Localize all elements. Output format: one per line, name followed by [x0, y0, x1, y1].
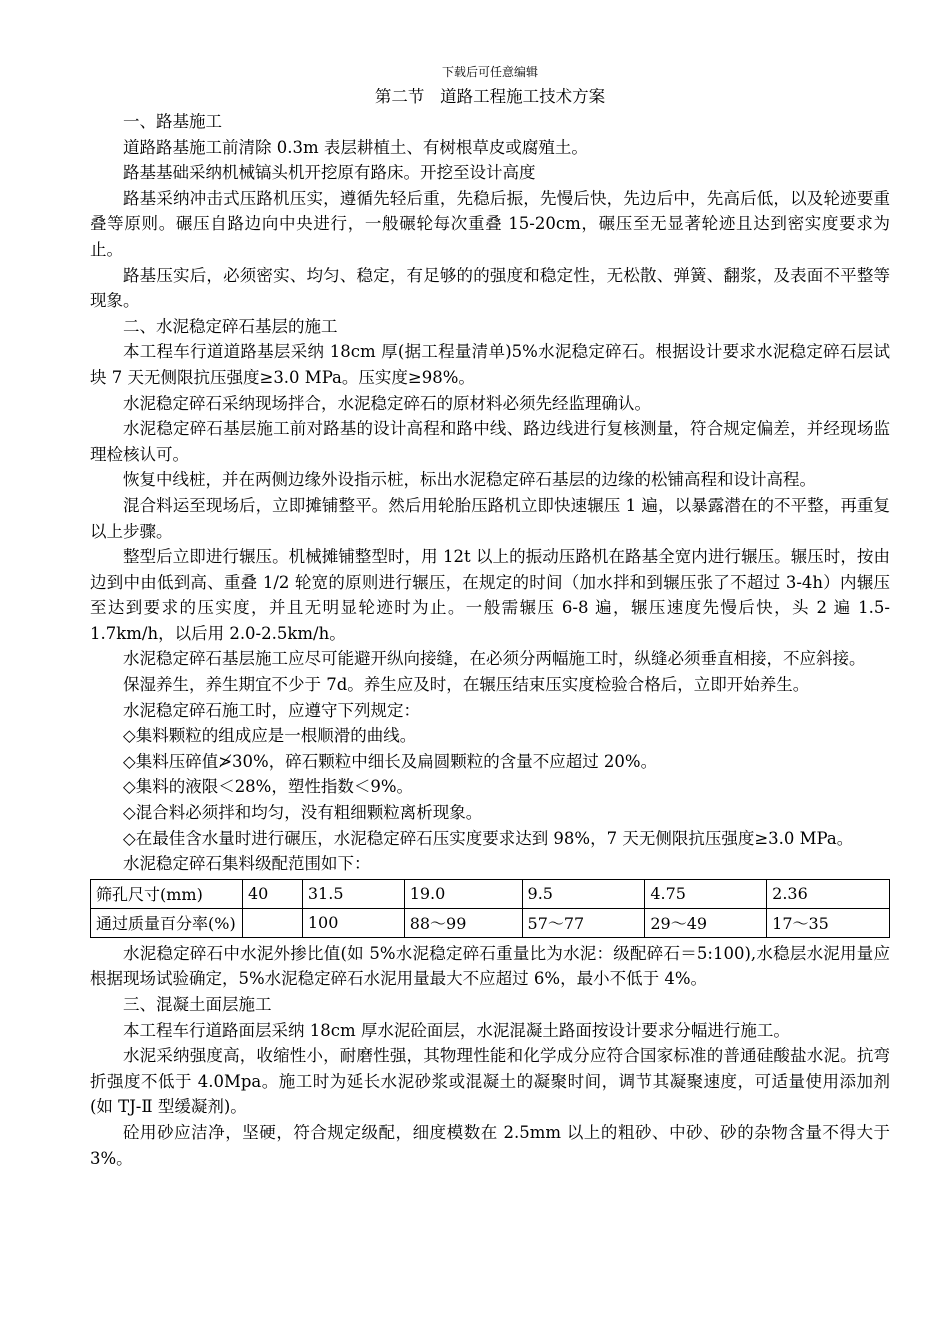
- paragraph: 本工程车行道路面层采纳 18cm 厚水泥砼面层，水泥混凝土路面按设计要求分幅进行施工。: [123, 1020, 790, 1040]
- paragraph: 水泥稳定碎石基层施工前对路基的设计高程和路中线、路边线进行复核测量，符合规定偏差，并经现场监理检核认可。: [90, 419, 890, 464]
- paragraph: 水泥稳定碎石施工时，应遵守下列规定：: [123, 700, 420, 720]
- body-section-a: [90, 109, 890, 877]
- bullet-item: ◇在最佳含水量时进行碾压，水泥稳定碎石压实度要求达到 98%，7 天无侧限抗压强度≥3.0 MPa。: [123, 828, 854, 848]
- table-row: [91, 879, 890, 908]
- table-cell: 29～49: [645, 908, 767, 937]
- paragraph: 水泥稳定碎石中水泥外掺比值(如 5%水泥稳定碎石重量比为水泥：级配碎石＝5:100),水稳层水泥用量应根据现场试验确定，5%水泥稳定碎石水泥用量最大不应超过 6%，最小不低于 4%。: [90, 943, 890, 989]
- paragraph: 保湿养生，养生期宜不少于 7d。养生应及时，在辗压结束压实度检验合格后，立即开始养生。: [123, 675, 810, 695]
- paragraph: 整型后立即进行辗压。机械摊铺整型时，用 12t 以上的振动压路机在路基全宽内进行辗压。辗压时，按由边到中由低到高、重叠 1/2 轮宽的原则进行辗压，在规定的时间（加水拌和到辗压张了不超过 3-4h）内辗压至达到要求的压实度，并且无明显轮迹时为止。一般需辗压 6-8 遍，辗压速度先慢后快，头 2 遍 1.5-1.7km/h，以后用 2.0-2.5km/h。: [90, 547, 890, 643]
- bullet-item: ◇集料压碎值≯30%，碎石颗粒中细长及扁圆颗粒的含量不应超过 20%。: [123, 751, 658, 771]
- table-cell: 88～99: [404, 908, 522, 937]
- table-cell: 4.75: [645, 879, 767, 908]
- header-note: 下载后可任意编辑: [441, 65, 538, 79]
- paragraph: 本工程车行道道路基层采纳 18cm 厚(据工程量清单)5%水泥稳定碎石。根据设计要求水泥稳定碎石层试块 7 天无侧限抗压强度≥3.0 MPa。压实度≥98%。: [90, 342, 890, 387]
- table-cell: 31.5: [302, 879, 404, 908]
- section-title: 第二节 道路工程施工技术方案: [374, 87, 606, 106]
- grading-table: [90, 879, 890, 938]
- bullet-item: ◇集料颗粒的组成应是一根顺滑的曲线。: [123, 726, 417, 746]
- table-cell: 9.5: [522, 879, 645, 908]
- paragraph: 路基压实后，必须密实、均匀、稳定，有足够的的强度和稳定性，无松散、弹簧、翻浆，及表面不平整等现象。: [90, 265, 890, 311]
- paragraph: 水泥稳定碎石采纳现场拌合，水泥稳定碎石的原材料必须先经监理确认。: [123, 393, 651, 413]
- table-cell: 100: [302, 908, 404, 937]
- table-cell: 2.36: [767, 879, 890, 908]
- heading-roadbed: 一、路基施工: [123, 112, 222, 131]
- bullet-item: ◇集料的液限＜28%，塑性指数＜9%。: [123, 777, 414, 797]
- paragraph: 路基基础采纳机械镐头机开挖原有路床。开挖至设计高度: [123, 163, 536, 183]
- table-cell: 40: [242, 879, 302, 908]
- bullet-item: ◇混合料必须拌和均匀，没有粗细颗粒离析现象。: [123, 803, 483, 823]
- heading-base-course: 二、水泥稳定碎石基层的施工: [123, 316, 338, 336]
- paragraph: 道路路基施工前清除 0.3m 表层耕植土、有树根草皮或腐殖土。: [123, 137, 588, 157]
- paragraph: 路基采纳冲击式压路机压实，遵循先轻后重，先稳后振，先慢后快，先边后中，先高后低，以及轮迹要重叠等原则。碾压自路边向中央进行，一般碾轮每次重叠 15-20cm，碾压至无显著轮迹且达到密实度要求为止。: [90, 188, 890, 259]
- table-row: [91, 908, 890, 937]
- paragraph: 恢复中线桩，并在两侧边缘外设指示桩，标出水泥稳定碎石基层的边缘的松铺高程和设计高程。: [123, 470, 816, 490]
- table-cell: 通过质量百分率(%): [91, 908, 243, 937]
- table-cell: 19.0: [404, 879, 522, 908]
- paragraph: 砼用砂应洁净，坚硬，符合规定级配，细度模数在 2.5mm 以上的粗砂、中砂、砂的杂物含量不得大于 3%。: [90, 1122, 890, 1168]
- table-cell: 筛孔尺寸(mm): [91, 879, 243, 908]
- document-page: [90, 62, 890, 1171]
- paragraph: 水泥稳定碎石基层施工应尽可能避开纵向接缝，在必须分两幅施工时，纵缝必须垂直相接，不应斜接。: [123, 649, 866, 669]
- table-caption: 水泥稳定碎石集料级配范围如下：: [123, 854, 371, 874]
- heading-concrete-surface: 三、混凝土面层施工: [123, 995, 272, 1014]
- paragraph: 混合料运至现场后，立即摊铺整平。然后用轮胎压路机立即快速辗压 1 遍，以暴露潜在的不平整，再重复以上步骤。: [90, 495, 890, 541]
- table-cell: 57～77: [522, 908, 645, 937]
- table-cell: [242, 908, 302, 937]
- table-cell: 17～35: [767, 908, 890, 937]
- body-section-b: [90, 941, 890, 1171]
- paragraph: 水泥采纳强度高，收缩性小，耐磨性强，其物理性能和化学成分应符合国家标准的普通硅酸盐水泥。抗弯折强度不低于 4.0Mpa。施工时为延长水泥砂浆或混凝土的凝聚时间，调节其凝聚速度，可适量使用添加剂(如 TJ-Ⅱ 型缓凝剂)。: [90, 1046, 890, 1117]
